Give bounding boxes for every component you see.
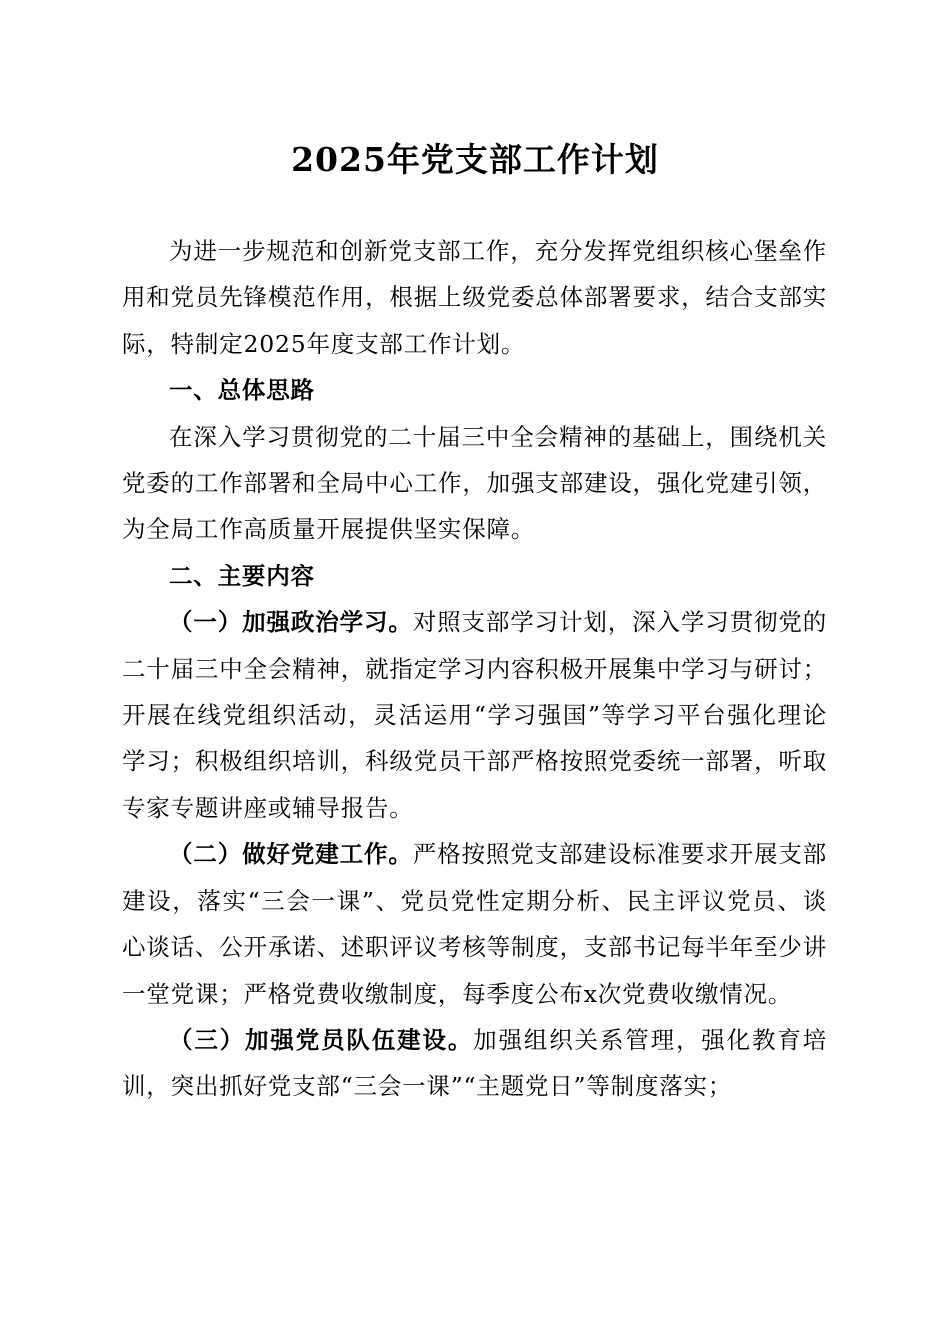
content-item-text: 对照支部学习计划，深入学习贯彻党的二十届三中全会精神，就指定学习内容积极开展集中学习与研讨；开展在线党组织活动，灵活运用“学习强国”等学习平台强化理论学习；积极组织培训，科级党员干部严格按照党委统一部署，听取专家专题讲座或辅导报告。: [122, 608, 827, 822]
document-title: 2025年党支部工作计划: [291, 140, 659, 179]
intro-paragraph: 为进一步规范和创新党支部工作，充分发挥党组织核心堡垒作用和党员先锋模范作用，根据上级党委总体部署要求，结合支部实际，特制定2025年度支部工作计划。: [122, 237, 827, 358]
document-body: [122, 228, 827, 1110]
content-item-heading: （三）加强党员队伍建设。: [169, 1025, 474, 1054]
content-item-team-building: [122, 1017, 827, 1110]
content-item-party-building: [122, 831, 827, 1017]
content-item-text: 加强组织关系管理，强化教育培训，突出抓好党支部“三会一课”“主题党日”等制度落实；: [122, 1025, 827, 1101]
content-item-text: 严格按照党支部建设标准要求开展支部建设，落实“三会一课”、党员党性定期分析、民主评议党员、谈心谈话、公开承诺、述职评议考核等制度，支部书记每半年至少讲一堂党课；严格党费收缴制度，每季度公布x次党费收缴情况。: [122, 840, 827, 1008]
content-item-heading: （一）加强政治学习。: [169, 608, 413, 637]
content-item-political-study: [122, 599, 827, 831]
section-heading-main-content: 二、主要内容: [169, 561, 315, 590]
section-heading-overall-approach: 一、总体思路: [169, 376, 315, 405]
overall-approach-paragraph: 在深入学习贯彻党的二十届三中全会精神的基础上，围绕机关党委的工作部署和全局中心工作，加强支部建设，强化党建引领，为全局工作高质量开展提供坚实保障。: [122, 422, 827, 544]
content-item-heading: （二）做好党建工作。: [169, 840, 413, 869]
